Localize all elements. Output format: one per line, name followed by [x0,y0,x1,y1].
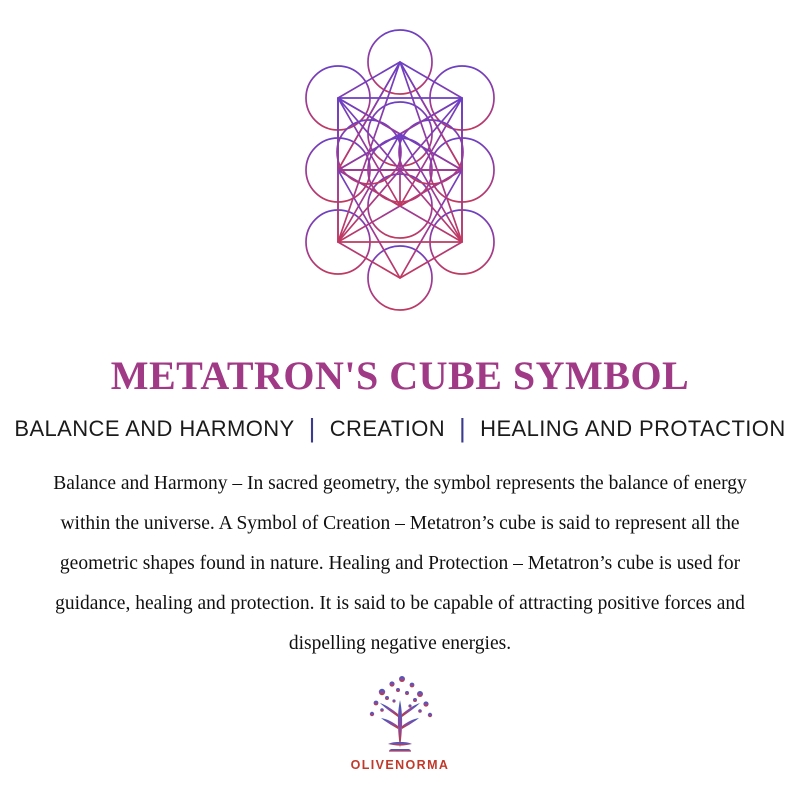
brand-logo [0,670,800,772]
keyword-balance-and-harmony: BALANCE AND HARMONY [14,416,295,441]
keyword-healing-and-protaction: HEALING AND PROTACTION [480,416,786,441]
page-title: METATRON'S CUBE SYMBOL [110,353,690,398]
metatrons-cube-symbol [240,22,560,322]
keyword-creation: CREATION [329,416,446,441]
tree-of-life-icon [352,670,448,756]
keyword-separator-2: | [459,413,467,443]
keyword-separator-1: | [308,413,316,443]
brand-name: OLIVENORMA [350,758,450,772]
metatrons-cube-icon [250,26,550,318]
description-paragraph: Balance and Harmony – In sacred geometry, the symbol represents the balance of energy within the universe. A Symbol of Creation – Metatron’s cube is said to represent all the geometric shapes found in nature. Healing and Protection – Metatron’s cube is used for guidance, healing and protection. It is said to be capable of attracting positive forces and dispelling negative energies. [53,473,747,654]
keyword-row [0,413,800,443]
